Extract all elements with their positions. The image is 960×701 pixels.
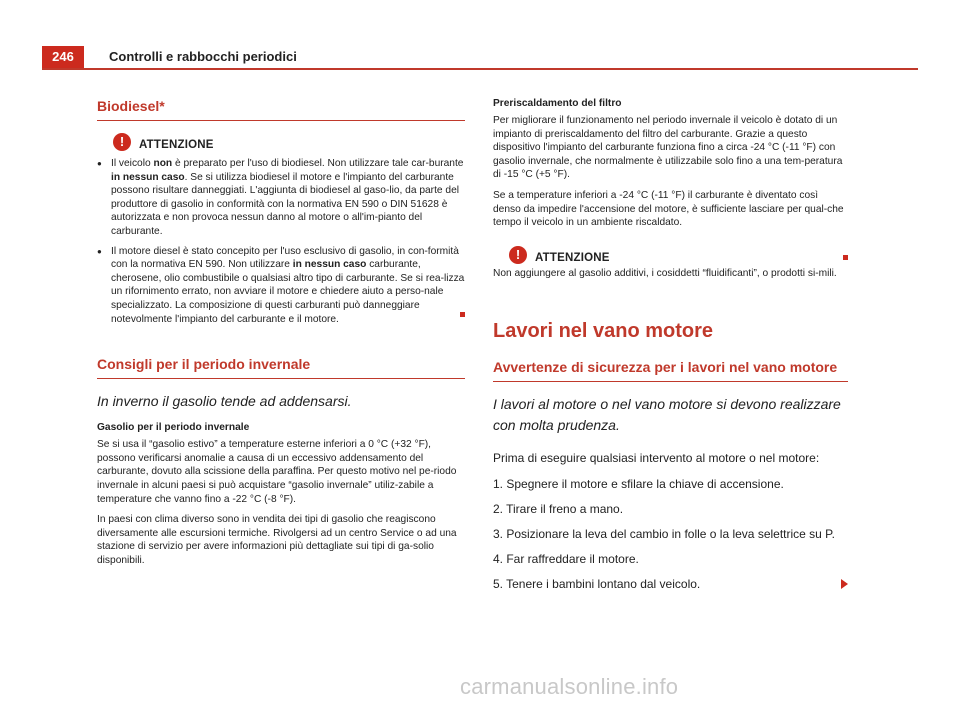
section-end-marker	[460, 312, 465, 317]
winter-paragraph-1: Se si usa il “gasolio estivo” a temperature esterne inferiori a 0 °C (+32 °F), possono verificarsi anomalie a causa di un eccessivo addensamento del carburante, dovuto alla scissione della paraffina. Per questo motivo nel pe-riodo invernale in alcuni paesi si può acquistare “gasolio invernale” utiliz-zabile a temperature che vanno fino a -22 °C (-8 °F).	[97, 439, 457, 505]
exclamation-icon: !	[509, 246, 527, 264]
left-column	[97, 98, 465, 567]
winter-paragraph-2: In paesi con clima diverso sono in vendita dei tipi di gasolio che reagiscono diversamente alle escursioni termiche. Rivolgersi ad un centro Service o ad una stazione di servizio per avere informazioni più dettagliate sui tipi di ga-solio disponibili.	[97, 514, 457, 566]
winter-lead: In inverno il gasolio tende ad addensarsi.	[97, 393, 352, 410]
biodiesel-section-title: Biodiesel*	[97, 98, 465, 121]
warning-heading-2	[493, 246, 848, 264]
winter-subheading: Gasolio per il periodo invernale	[97, 422, 250, 434]
warning-text-2: Non aggiungere al gasolio additivi, i cosiddetti “fluidificanti”, o prodotti si-mili.	[493, 267, 837, 279]
safety-section-title: Avvertenze di sicurezza per i lavori nel vano motore	[493, 359, 848, 382]
winter-section-title: Consigli per il periodo invernale	[97, 356, 465, 379]
preheat-paragraph-1: Per migliorare il funzionamento nel periodo invernale il veicolo è dotato di un impianto di preriscaldamento del filtro del carburante. Grazie a questo dispositivo l'impianto del carburante funziona fino a circa -24 °C (-11 °F) con gasolio invernale, che normalmente è utilizzabile solo fino a una tem-peratura di -15 °C (+5 °F).	[493, 115, 843, 181]
right-column	[493, 98, 848, 592]
list-item: 2. Tirare il freno a mano.	[493, 502, 624, 517]
warning-bullet-1: ● Il veicolo non è preparato per l'uso di biodiesel. Non utilizzare tale car-burante in nessun caso. Se si utilizza biodiesel il motore e l'impianto del carburante possono risultare danneggiati. L'aggiunta di biodiesel al gaso-lio, da parte del produttore di gasolio in conformità con la normativa EN 590 o DIN 51628 è autorizzata e non provoca nessun danno al motore o all'im-pianto del carburante.	[97, 157, 465, 239]
safety-lead: I lavori al motore o nel vano motore si devono realizzare con molta prudenza.	[493, 396, 841, 434]
list-item: 3. Posizionare la leva del cambio in folle o la leva selettrice su P.	[493, 527, 835, 542]
preheat-paragraph-2: Se a temperature inferiori a -24 °C (-11 °F) il carburante è diventato così denso da impedire l'accensione del motore, è sufficiente lasciare per qual-che tempo il veicolo in un ambiente riscaldato.	[493, 189, 844, 229]
header-title: Controlli e rabbocchi periodici	[109, 49, 297, 64]
warning-bullet-2: ● Il motore diesel è stato concepito per l'uso esclusivo di gasolio, in con-formità con la normativa EN 590. Non utilizzare in nessun caso carburante, cherosene, olio combustibile o qualsiasi altro tipo di carburante. Se si rea-lizza un rifornimento errato, non avviare il motore e chiedere aiuto a perso-nale specializzato. La composizione di questi carburanti può danneggiare notevolmente l'impianto del carburante e il motore.	[97, 245, 465, 327]
warning-label: ATTENZIONE	[139, 139, 214, 151]
section-end-marker	[843, 255, 848, 260]
preheat-heading: Preriscaldamento del filtro	[493, 98, 622, 109]
list-item: 4. Far raffreddare il motore.	[493, 552, 639, 567]
engine-bay-title: Lavori nel vano motore	[493, 320, 714, 343]
steps-list	[493, 476, 848, 592]
exclamation-icon: !	[113, 133, 131, 151]
warning-label-2: ATTENZIONE	[535, 251, 610, 264]
list-item: 5. Tenere i bambini lontano dal veicolo.	[493, 577, 701, 592]
continue-arrow-icon	[841, 579, 848, 589]
list-item: 1. Spegnere il motore e sfilare la chiave di accensione.	[493, 477, 784, 492]
watermark: carmanualsonline.info	[460, 674, 679, 699]
page-number: 246	[42, 46, 84, 68]
steps-intro: Prima di eseguire qualsiasi intervento al motore o nel motore:	[493, 451, 820, 466]
page-header	[42, 46, 918, 70]
warning-heading	[97, 133, 465, 151]
